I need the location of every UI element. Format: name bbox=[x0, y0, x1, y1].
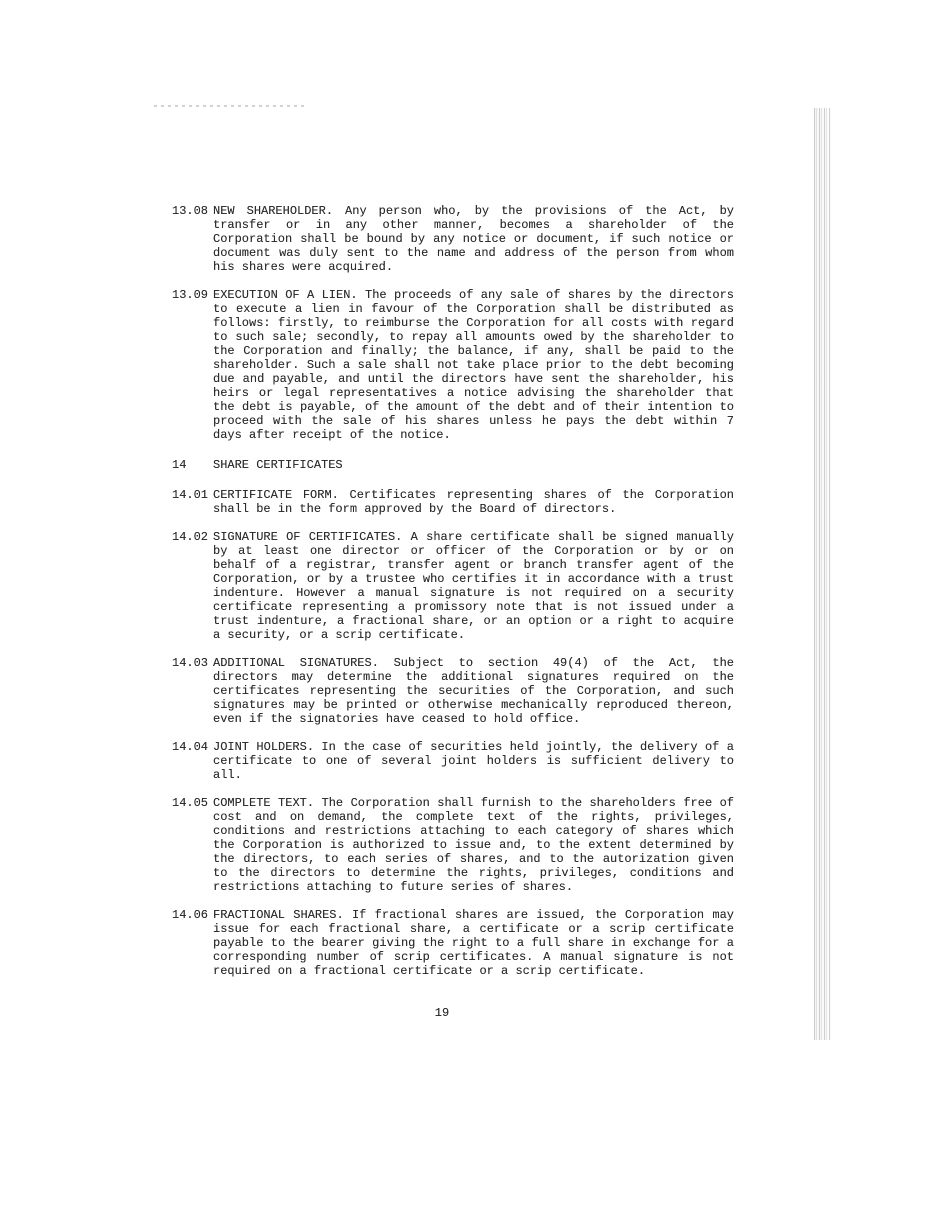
clause-number: 14.02 bbox=[172, 530, 209, 544]
clause-text: COMPLETE TEXT. The Corporation shall furnish to the shareholders free of cost and on demand, the complete text of the rights, privileges, conditions and restrictions attaching to each category of shares which the Corporation is authorized to issue and, to the extent determined by the directors, to each series of shares, and to the autorization given to the directors to determine the rights, privileges, conditions and restrictions attaching to future series of shares. bbox=[213, 796, 734, 894]
clause-text: SIGNATURE OF CERTIFICATES. A share certificate shall be signed manually by at least one director or officer of the Corporation or by or on behalf of a registrar, transfer agent or branch transfer agent of the Corporation, or by a trustee who certifies it in accordance with a trust indenture. However a manual signature is not required on a security certificate representing a promissory note that is not issued under a trust indenture, a fractional share, or an option or a right to acquire a security, or a scrip certificate. bbox=[213, 530, 734, 642]
clause-text: FRACTIONAL SHARES. If fractional shares are issued, the Corporation may issue for each fractional share, a certificate or a scrip certificate payable to the bearer giving the right to a full share in exchange for a corresponding number of scrip certificates. A manual signature is not required on a fractional certificate or a scrip certificate. bbox=[213, 908, 734, 978]
document-content bbox=[172, 204, 734, 992]
clause-number: 13.09 bbox=[172, 288, 209, 302]
clause-number: 13.08 bbox=[172, 204, 209, 218]
clause-text: NEW SHAREHOLDER. Any person who, by the provisions of the Act, by transfer or in any other manner, becomes a shareholder of the Corporation shall be bound by any notice or document, if such notice or document was duly sent to the name and address of the person from whom his shares were acquired. bbox=[213, 204, 734, 274]
clause-14-06 bbox=[172, 908, 734, 978]
clause-number: 14.05 bbox=[172, 796, 209, 810]
clause-14-05 bbox=[172, 796, 734, 894]
clause-13-08 bbox=[172, 204, 734, 274]
clause-number: 14.04 bbox=[172, 740, 209, 754]
clause-text: EXECUTION OF A LIEN. The proceeds of any sale of shares by the directors to execute a lien in favour of the Corporation shall be distributed as follows: firstly, to reimburse the Corporation for all costs with regard to such sale; secondly, to repay all amounts owed by the shareholder to the Corporation and finally; the balance, if any, shall be paid to the shareholder. Such a sale shall not take place prior to the debt becoming due and payable, and until the directors have sent the shareholder, his heirs or legal representatives a notice advising the shareholder that the debt is payable, of the amount of the debt and of their intention to proceed with the sale of his shares unless he pays the debt within 7 days after receipt of the notice. bbox=[213, 288, 734, 442]
section-heading-14 bbox=[172, 458, 734, 472]
clause-14-03 bbox=[172, 656, 734, 726]
clause-number: 14.01 bbox=[172, 488, 209, 502]
clause-number: 14.03 bbox=[172, 656, 209, 670]
clause-13-09 bbox=[172, 288, 734, 442]
section-heading-title: SHARE CERTIFICATES bbox=[213, 458, 343, 472]
clause-text: CERTIFICATE FORM. Certificates representing shares of the Corporation shall be in the form approved by the Board of directors. bbox=[213, 488, 734, 516]
clause-14-02 bbox=[172, 530, 734, 642]
clause-14-01 bbox=[172, 488, 734, 516]
clause-14-04 bbox=[172, 740, 734, 782]
clause-text: JOINT HOLDERS. In the case of securities held jointly, the delivery of a certificate to one of several joint holders is sufficient delivery to all. bbox=[213, 740, 734, 782]
clause-number: 14.06 bbox=[172, 908, 209, 922]
page-number: 19 bbox=[434, 1006, 450, 1020]
clause-text: ADDITIONAL SIGNATURES. Subject to section 49(4) of the Act, the directors may determine the additional signatures required on the certificates representing the securities of the Corporation, and such signatures may be printed or otherwise mechanically reproduced thereon, even if the signatories have ceased to hold office. bbox=[213, 656, 734, 726]
page-edge-texture bbox=[814, 108, 831, 1040]
scan-artifact-line bbox=[154, 105, 304, 107]
section-heading-number: 14 bbox=[172, 458, 187, 472]
